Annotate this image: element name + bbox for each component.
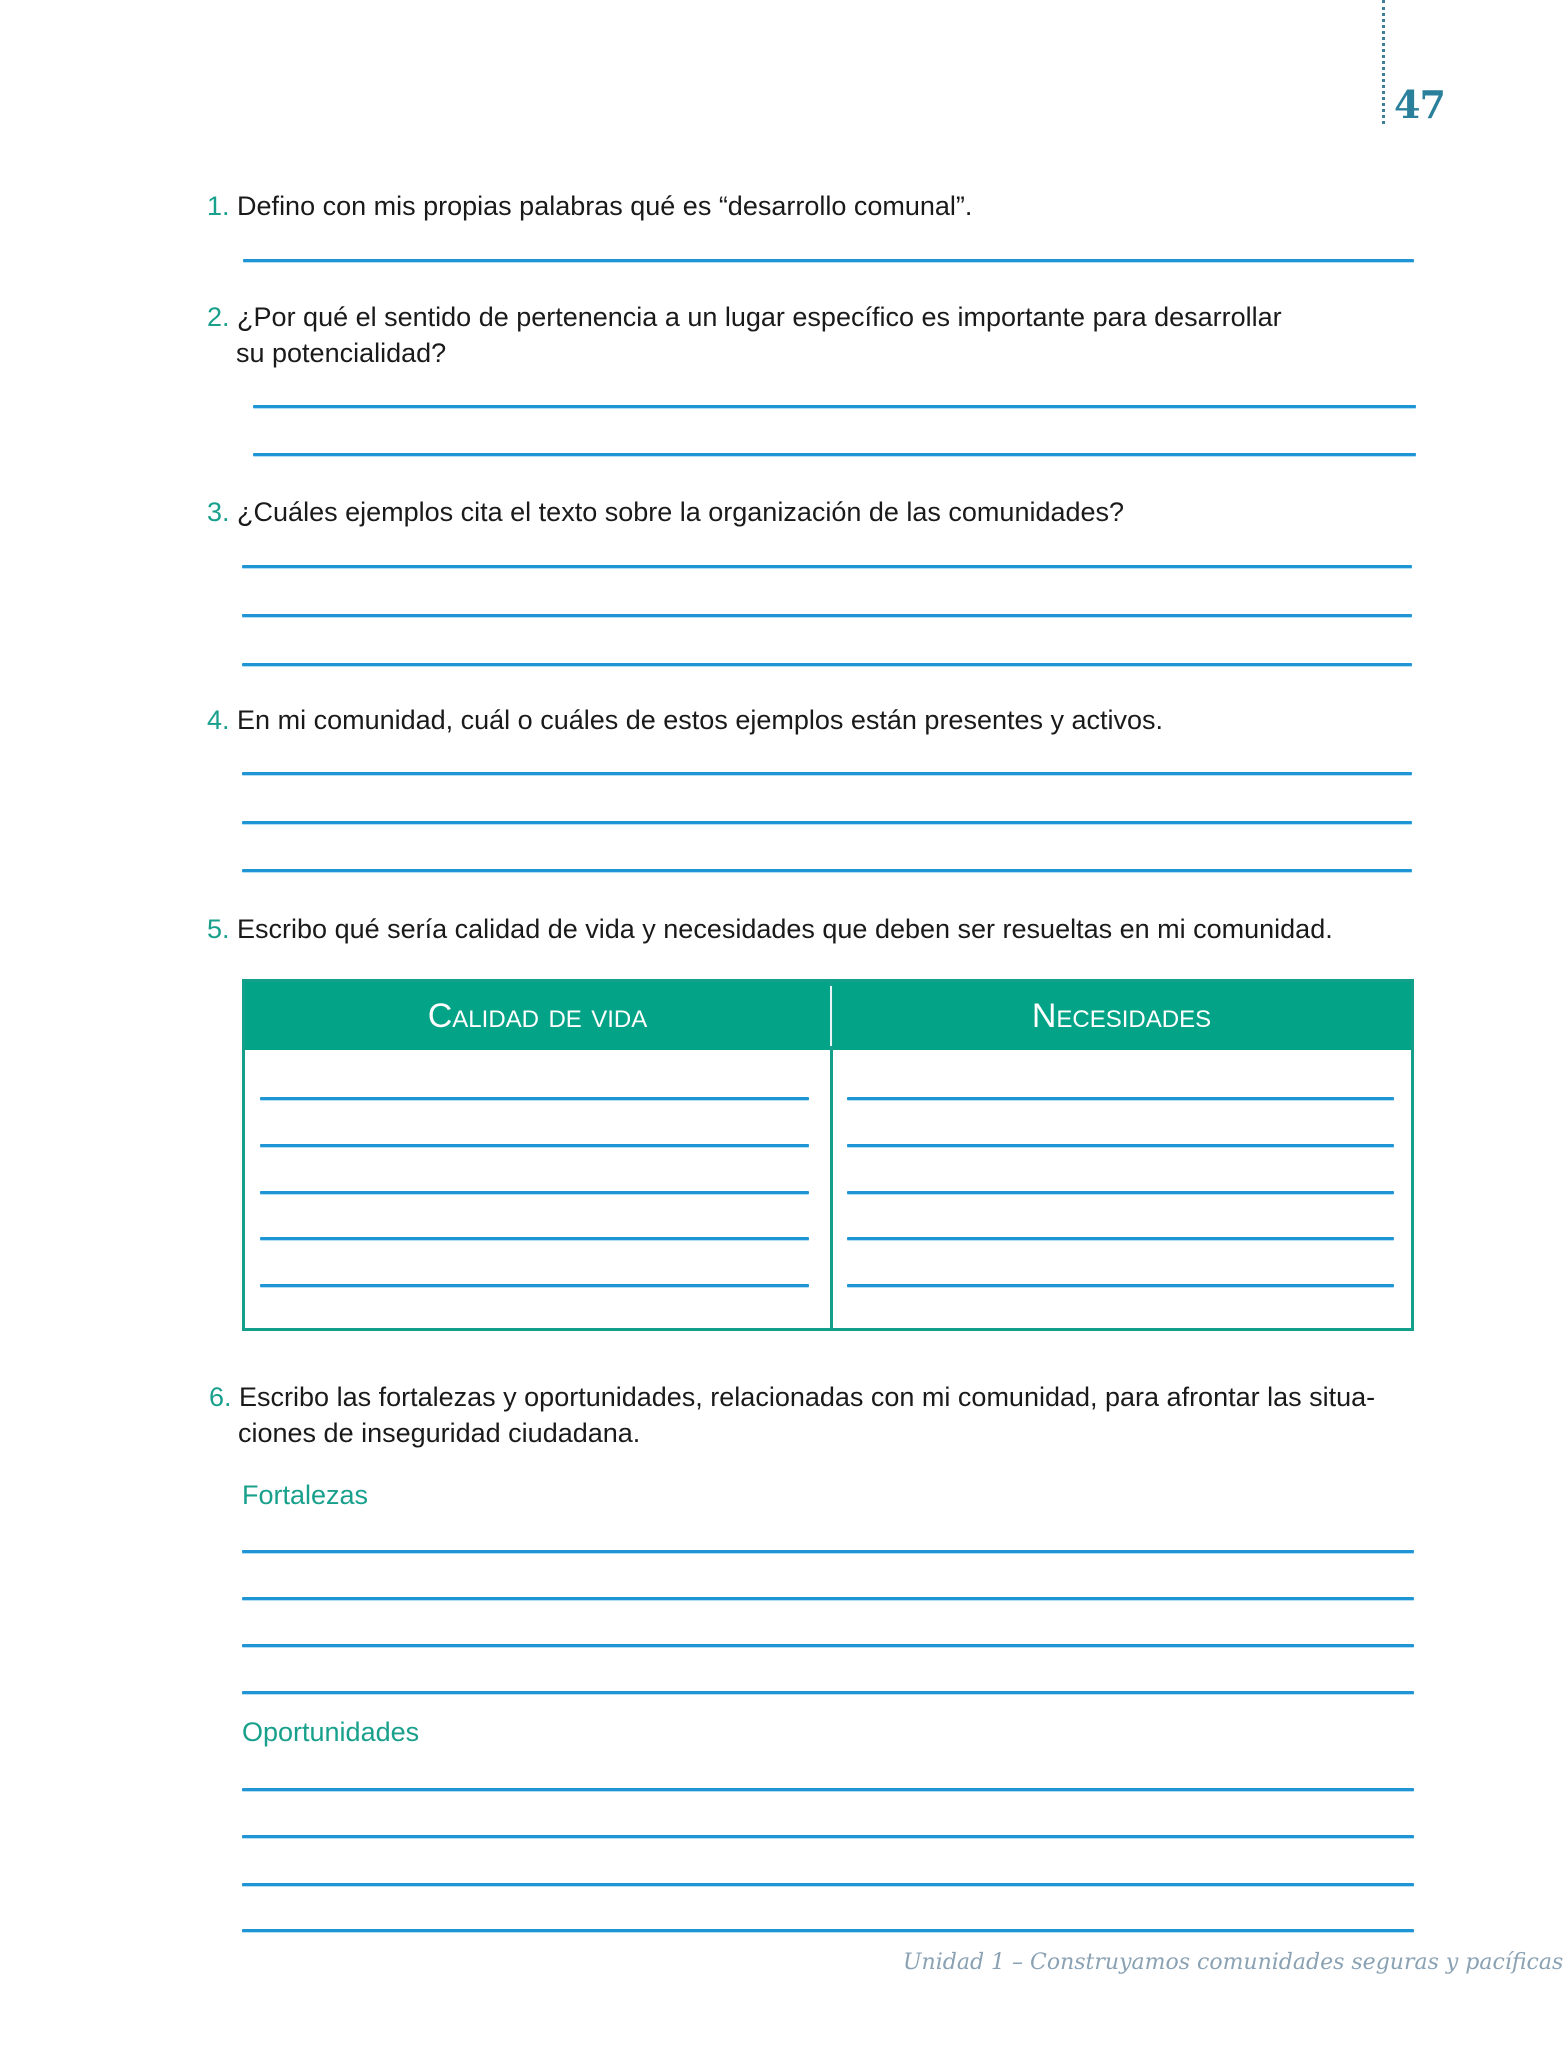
answer-line-q2-2[interactable] xyxy=(253,453,1416,456)
answer-line-q1-1[interactable] xyxy=(243,259,1414,262)
answer-line-calidad-5[interactable] xyxy=(260,1284,809,1287)
question-text: Escribo qué sería calidad de vida y necesidades que deben ser resueltas en mi comunidad. xyxy=(237,914,1333,944)
answer-line-oportunidades-1[interactable] xyxy=(242,1788,1414,1791)
question-number: 4. xyxy=(207,705,230,735)
answer-line-calidad-2[interactable] xyxy=(260,1144,809,1147)
question-1 xyxy=(207,188,972,224)
answer-line-q4-1[interactable] xyxy=(242,772,1412,775)
answer-line-oportunidades-4[interactable] xyxy=(242,1929,1414,1932)
answer-line-fortalezas-2[interactable] xyxy=(242,1597,1414,1600)
question-text-line-1: 2. ¿Por qué el sentido de pertenencia a un lugar específico es importante para desarrollar xyxy=(207,302,1282,332)
section-label-oportunidades: Oportunidades xyxy=(242,1717,420,1747)
question-text-line-2: ciones de inseguridad ciudadana. xyxy=(238,1418,641,1448)
question-text: ¿Cuáles ejemplos cita el texto sobre la organización de las comunidades? xyxy=(237,497,1125,527)
unit-footer: Unidad 1 – Construyamos comunidades seguras y pacíficas xyxy=(903,1950,1564,1975)
page-number: 47 xyxy=(1394,82,1445,127)
quality-needs-table xyxy=(242,979,1414,1331)
question-text-line-2: su potencialidad? xyxy=(236,338,447,368)
question-number: 2. xyxy=(207,302,230,332)
answer-line-oportunidades-3[interactable] xyxy=(242,1883,1414,1886)
question-2 xyxy=(207,299,1414,371)
answer-line-calidad-4[interactable] xyxy=(260,1237,809,1240)
answer-line-q3-3[interactable] xyxy=(242,663,1412,666)
column-header-necesidades: Necesidades xyxy=(1031,997,1212,1035)
question-number: 3. xyxy=(207,497,230,527)
answer-line-calidad-3[interactable] xyxy=(260,1191,809,1194)
column-header-calidad-de-vida: Calidad de vida xyxy=(427,997,648,1035)
question-number: 6. xyxy=(209,1382,232,1412)
answer-line-q2-1[interactable] xyxy=(253,405,1416,408)
answer-line-necesidades-5[interactable] xyxy=(847,1284,1394,1287)
answer-line-fortalezas-4[interactable] xyxy=(242,1691,1414,1694)
answer-line-calidad-1[interactable] xyxy=(260,1097,809,1100)
section-label-fortalezas: Fortalezas xyxy=(242,1480,369,1510)
question-number: 1. xyxy=(207,191,230,221)
answer-line-necesidades-3[interactable] xyxy=(847,1191,1394,1194)
table-header xyxy=(245,982,1411,1050)
question-5 xyxy=(207,911,1333,947)
header-divider xyxy=(830,986,832,1046)
question-number: 5. xyxy=(207,914,230,944)
answer-line-necesidades-1[interactable] xyxy=(847,1097,1394,1100)
page-margin-dotted-rule xyxy=(1382,0,1385,124)
question-6 xyxy=(209,1379,1416,1451)
answer-line-q3-1[interactable] xyxy=(242,565,1412,568)
answer-line-fortalezas-1[interactable] xyxy=(242,1550,1414,1553)
question-text: Defino con mis propias palabras qué es “desarrollo comunal”. xyxy=(237,191,973,221)
question-text-line-1: 6. Escribo las fortalezas y oportunidades, relacionadas con mi comunidad, para afrontar las situa- xyxy=(209,1382,1376,1412)
question-4 xyxy=(207,702,1163,738)
answer-line-q3-2[interactable] xyxy=(242,614,1412,617)
question-3 xyxy=(207,494,1124,530)
question-text: En mi comunidad, cuál o cuáles de estos ejemplos están presentes y activos. xyxy=(237,705,1164,735)
answer-line-oportunidades-2[interactable] xyxy=(242,1835,1414,1838)
answer-line-q4-2[interactable] xyxy=(242,821,1412,824)
answer-line-necesidades-2[interactable] xyxy=(847,1144,1394,1147)
answer-line-q4-3[interactable] xyxy=(242,869,1412,872)
answer-line-fortalezas-3[interactable] xyxy=(242,1644,1414,1647)
answer-line-necesidades-4[interactable] xyxy=(847,1237,1394,1240)
